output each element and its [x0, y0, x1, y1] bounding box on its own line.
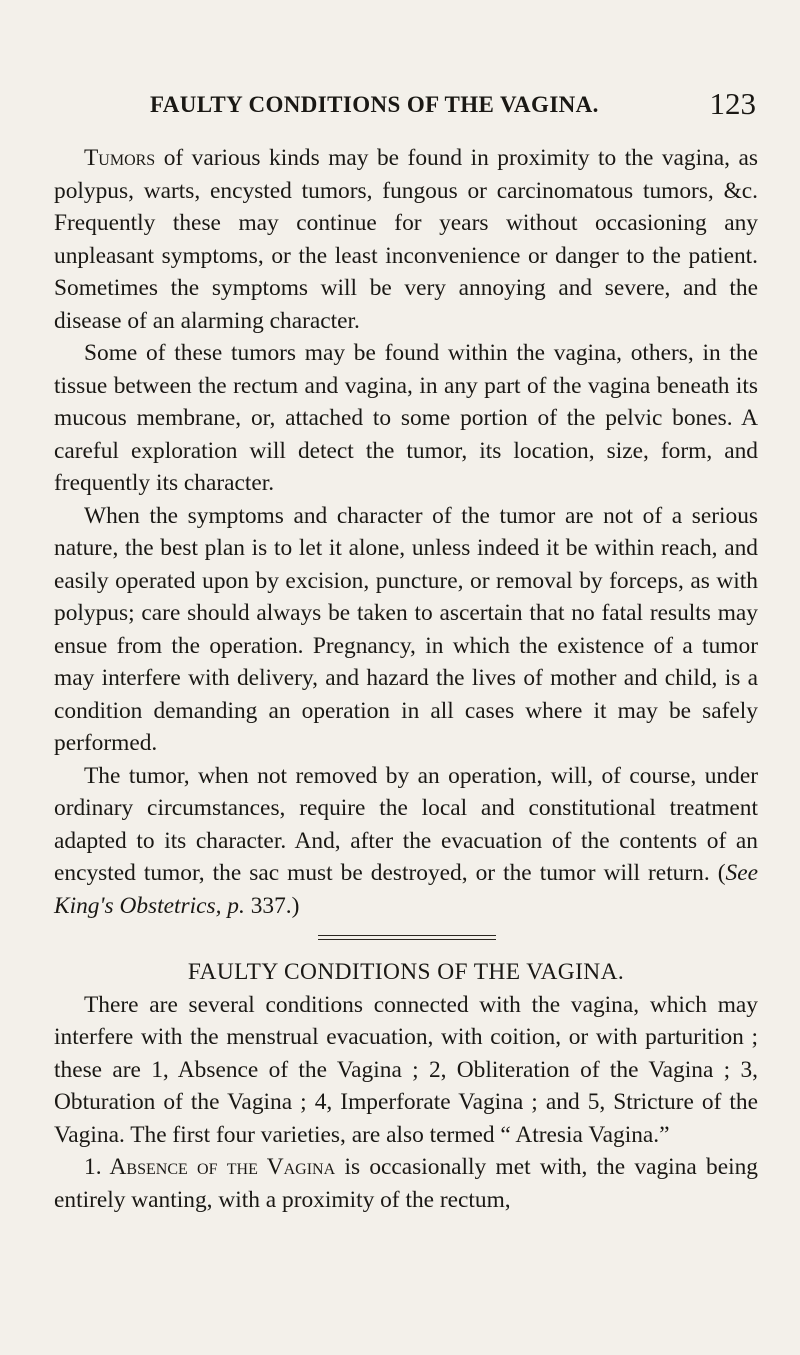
section-heading: FAULTY CONDITIONS OF THE VAGINA.: [187, 959, 625, 985]
paragraph-tumors-text: of various kinds may be found in proximity to the vagina, as polypus, warts, encysted tumors, fungous or carcinomatous tumors, &c. Frequently these may continue for years without occasioning any unpleasant symptoms, or the least inconvenience or danger to the patient. Sometimes the symptoms will be very annoying and severe, and the disease of an alarming character.: [54, 145, 758, 334]
running-head: [150, 86, 756, 132]
divider-line-top: [318, 935, 496, 936]
citation-kings-obstetrics: See King's Obstetrics, p.: [54, 860, 758, 919]
paragraph-tumor-locations: Some of these tumors may be found within the vagina, others, in the tissue between the rectum and vagina, in any part of the vagina beneath its mucous membrane, or, attached to some portion of the pelvic bones. A careful exploration will detect the tumor, its location, size, form, and frequently its character.: [54, 340, 758, 496]
paragraph-conditions-list: There are several conditions connected with the vagina, which may interfere with the menstrual evacuation, with coition, or with parturition ; these are 1, Absence of the Vagina ; 2, Obliteration of the Vagina ; 3, Obturation of the Vagina ; 4, Imperforate Vagina ; and 5, Stricture of the Vagina. The first four varieties, are also termed “ Atresia Vagina.”: [54, 991, 758, 1148]
paragraph-tumor-treatment-text: The tumor, when not removed by an operation, will, of course, under ordinary circumstances, require the local and constitutional treatment adapted to its character. And, after the evacuation of the contents of an encysted tumor, the sac must be destroyed, or the tumor will return. (: [54, 762, 758, 886]
citation-page: 337.): [244, 892, 300, 919]
paragraph-treatment-plan: When the symptoms and character of the tumor are not of a serious nature, the best plan is to let it alone, unless indeed it be within reach, and easily operated upon by excision, puncture, or removal by forceps, as with polypus; care should always be taken to ascertain that no fatal results may ensue from the operation. Pregnancy, in which the existence of a tumor may interfere with delivery, and hazard the lives of mother and child, is a condition demanding an operation in all cases where it may be safely performed.: [54, 502, 758, 756]
paragraph-absence: [54, 1151, 758, 1216]
lead-term-tumors: Tumors: [84, 145, 156, 171]
running-title: FAULTY CONDITIONS OF THE VAGINA.: [150, 92, 599, 117]
body-text: [54, 142, 758, 1216]
paragraph-tumors: [54, 142, 758, 337]
lead-term-absence: 1. Absence of the Vagina: [84, 1154, 336, 1180]
divider-line-bottom: [318, 939, 496, 940]
paragraph-tumor-treatment: [54, 760, 758, 923]
page-number: 123: [709, 86, 756, 121]
section-divider: [54, 922, 758, 956]
paragraph-absence-text: is occasionally met with, the vagina being entirely wanting, with a proximity of the rectum,: [54, 1154, 759, 1213]
